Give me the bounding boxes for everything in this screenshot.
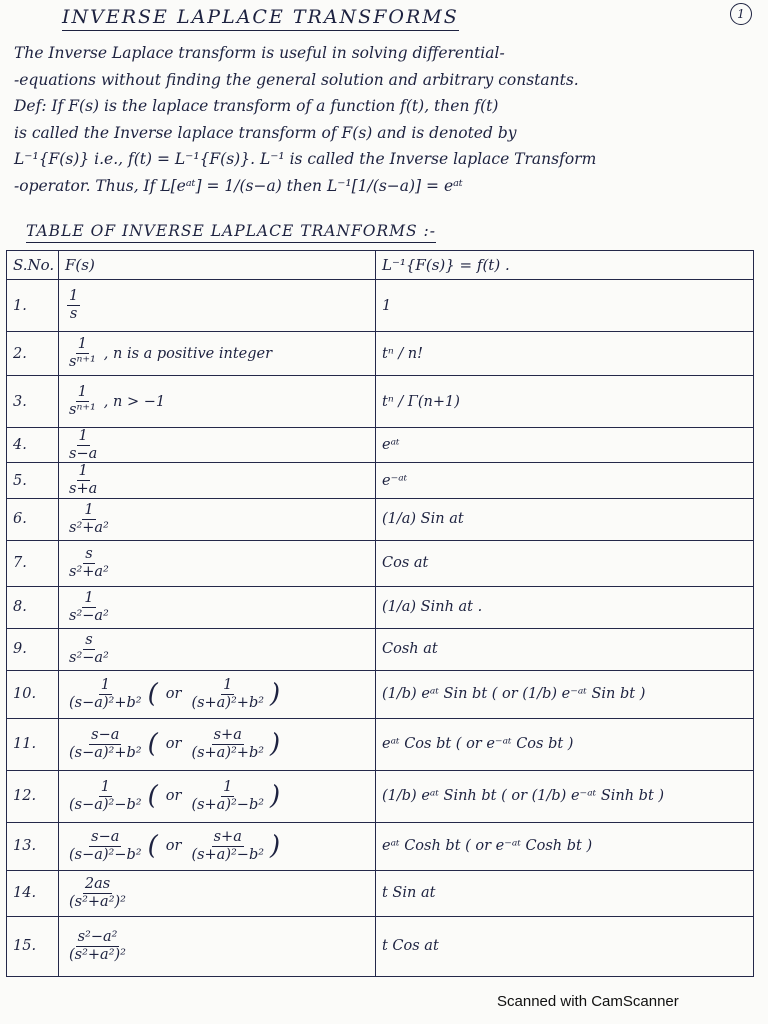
fs-cell: [59, 376, 376, 428]
table-header-row: [7, 251, 754, 280]
fraction: [67, 336, 98, 370]
fraction: [189, 677, 266, 711]
numerator: 1: [100, 779, 110, 796]
definition-line: Def: If F(s) is the laplace transform of a function f(t), then f(t): [14, 97, 499, 115]
numerator: 1: [69, 288, 79, 305]
numerator: s+a: [213, 829, 242, 846]
row-number: 10.: [7, 670, 59, 718]
intro-line: is called the Inverse laplace transform of F(s) and is denoted by: [14, 123, 517, 142]
table-row: [7, 770, 754, 822]
ft-cell: eᵃᵗ Cos bt ( or e⁻ᵃᵗ Cos bt ): [376, 718, 754, 770]
ft-cell: (1/a) Sin at: [376, 498, 754, 540]
fs-cell: [59, 332, 376, 376]
fraction: [67, 876, 128, 910]
numerator: s+a: [213, 727, 242, 744]
fraction: [67, 428, 99, 462]
column-header-fs: F(s): [59, 251, 376, 280]
bracket: ): [270, 729, 281, 760]
or-word: or: [165, 838, 182, 855]
intro-line: The Inverse Laplace transform is useful in solving differential-: [14, 44, 505, 62]
ft-cell: tⁿ / n!: [376, 332, 754, 376]
fs-cell: [59, 280, 376, 332]
table-row: [7, 670, 754, 718]
numerator: 1: [223, 779, 233, 796]
denominator: (s²+a²)²: [69, 893, 126, 910]
ft-cell: (1/a) Sinh at .: [376, 586, 754, 628]
denominator: (s+a)²−b²: [191, 796, 265, 813]
denominator: (s−a)²+b²: [69, 694, 142, 711]
numerator: 1: [78, 463, 88, 480]
bracket: (: [147, 781, 158, 812]
row-number: 7.: [7, 540, 59, 586]
fraction: [67, 632, 111, 666]
denominator: (s−a)²−b²: [69, 796, 142, 813]
row-number: 4.: [7, 428, 59, 463]
fraction: [67, 727, 144, 761]
fraction: [67, 502, 111, 536]
ft-cell: (1/b) eᵃᵗ Sin bt ( or (1/b) e⁻ᵃᵗ Sin bt ): [376, 670, 754, 718]
fs-cell: [59, 586, 376, 628]
ft-cell: tⁿ / Γ(n+1): [376, 376, 754, 428]
row-number: 12.: [7, 770, 59, 822]
ft-cell: t Cos at: [376, 916, 754, 976]
numerator: 1: [100, 677, 110, 694]
fs-cell: [59, 498, 376, 540]
fraction: [67, 929, 128, 963]
ft-cell: eᵃᵗ Cosh bt ( or e⁻ᵃᵗ Cosh bt ): [376, 822, 754, 870]
denominator: s²+a²: [69, 519, 109, 536]
bracket: (: [147, 831, 158, 862]
table-row: [7, 463, 754, 498]
fs-condition: , n > −1: [103, 393, 166, 410]
bracket: ): [270, 831, 281, 862]
numerator: 1: [223, 677, 233, 694]
numerator: s−a: [91, 727, 120, 744]
table-row: [7, 870, 754, 916]
fraction: [67, 546, 111, 580]
scanner-watermark: Scanned with CamScanner: [497, 993, 679, 1010]
fs-cell: [59, 718, 376, 770]
table-row: [7, 628, 754, 670]
fraction: [189, 727, 266, 761]
row-number: 14.: [7, 870, 59, 916]
row-number: 13.: [7, 822, 59, 870]
table-body: [7, 280, 754, 977]
denominator: (s+a)²−b²: [191, 846, 265, 863]
ft-cell: 1: [376, 280, 754, 332]
ft-cell: (1/b) eᵃᵗ Sinh bt ( or (1/b) e⁻ᵃᵗ Sinh bt ): [376, 770, 754, 822]
or-word: or: [165, 788, 182, 805]
denominator: (s+a)²+b²: [191, 744, 265, 761]
row-number: 11.: [7, 718, 59, 770]
ft-cell: e⁻ᵃᵗ: [376, 463, 754, 498]
numerator: 1: [77, 384, 88, 401]
fraction: [67, 463, 99, 497]
table-row: [7, 916, 754, 976]
table-row: [7, 428, 754, 463]
page-number: 1: [730, 3, 752, 25]
numerator: 2as: [84, 876, 111, 893]
table-row: [7, 586, 754, 628]
numerator: 1: [84, 502, 94, 519]
bracket: ): [270, 679, 281, 710]
row-number: 5.: [7, 463, 59, 498]
fraction: [67, 288, 80, 322]
fraction: [189, 829, 266, 863]
fraction: [67, 829, 144, 863]
intro-line: -operator. Thus, If L[eᵃᵗ] = 1/(s−a) then L⁻¹[1/(s−a)] = eᵃᵗ: [14, 176, 463, 195]
or-word: or: [165, 736, 182, 753]
ft-cell: eᵃᵗ: [376, 428, 754, 463]
denominator: sⁿ⁺¹: [69, 402, 96, 418]
table-row: [7, 822, 754, 870]
fs-cell: [59, 822, 376, 870]
ft-cell: Cosh at: [376, 628, 754, 670]
row-number: 2.: [7, 332, 59, 376]
numerator: s: [85, 546, 93, 563]
denominator: (s−a)²+b²: [69, 744, 142, 761]
row-number: 6.: [7, 498, 59, 540]
fraction: [67, 384, 98, 418]
denominator: s²−a²: [69, 607, 109, 624]
intro-line: -equations without finding the general solution and arbitrary constants.: [14, 70, 579, 89]
denominator: sⁿ⁺¹: [69, 354, 96, 370]
fs-cell: [59, 540, 376, 586]
ft-cell: Cos at: [376, 540, 754, 586]
numerator: s²−a²: [77, 929, 118, 946]
row-number: 8.: [7, 586, 59, 628]
numerator: s: [85, 632, 93, 649]
denominator: s²−a²: [69, 649, 109, 666]
row-number: 3.: [7, 376, 59, 428]
table-row: [7, 376, 754, 428]
row-number: 15.: [7, 916, 59, 976]
denominator: s²+a²: [69, 563, 109, 580]
fs-cell: [59, 770, 376, 822]
fs-condition: , n is a positive integer: [103, 345, 273, 362]
row-number: 9.: [7, 628, 59, 670]
fs-cell: [59, 463, 376, 498]
numerator: s−a: [91, 829, 120, 846]
numerator: 1: [78, 428, 88, 444]
fraction: [67, 779, 144, 813]
denominator: s−a: [69, 445, 98, 462]
fs-cell: [59, 670, 376, 718]
intro-line: L⁻¹{F(s)} i.e., f(t) = L⁻¹{F(s)}. L⁻¹ is called the Inverse laplace Transform: [14, 150, 597, 168]
denominator: (s+a)²+b²: [191, 694, 265, 711]
column-header-ft: L⁻¹{F(s)} = f(t) .: [376, 251, 754, 280]
fs-cell: [59, 870, 376, 916]
denominator: (s²+a²)²: [69, 946, 126, 963]
denominator: (s−a)²−b²: [69, 846, 142, 863]
ft-cell: t Sin at: [376, 870, 754, 916]
bracket: (: [147, 729, 158, 760]
fs-cell: [59, 628, 376, 670]
denominator: s+a: [69, 481, 98, 498]
table-heading: TABLE OF INVERSE LAPLACE TRANFORMS :-: [26, 222, 436, 243]
table-row: [7, 332, 754, 376]
page-title: INVERSE LAPLACE TRANSFORMS: [62, 6, 459, 31]
fraction: [67, 677, 144, 711]
bracket: ): [270, 781, 281, 812]
numerator: 1: [84, 590, 94, 607]
inverse-laplace-table: [6, 250, 754, 977]
fraction: [189, 779, 266, 813]
or-word: or: [165, 686, 182, 703]
row-number: 1.: [7, 280, 59, 332]
fraction: [67, 590, 111, 624]
denominator: s: [69, 306, 78, 322]
intro-paragraph: [14, 40, 759, 199]
fs-cell: [59, 428, 376, 463]
table-row: [7, 718, 754, 770]
bracket: (: [147, 679, 158, 710]
table-row: [7, 498, 754, 540]
column-header-sno: S.No.: [7, 251, 59, 280]
table-row: [7, 280, 754, 332]
numerator: 1: [77, 336, 88, 353]
fs-cell: [59, 916, 376, 976]
table-row: [7, 540, 754, 586]
